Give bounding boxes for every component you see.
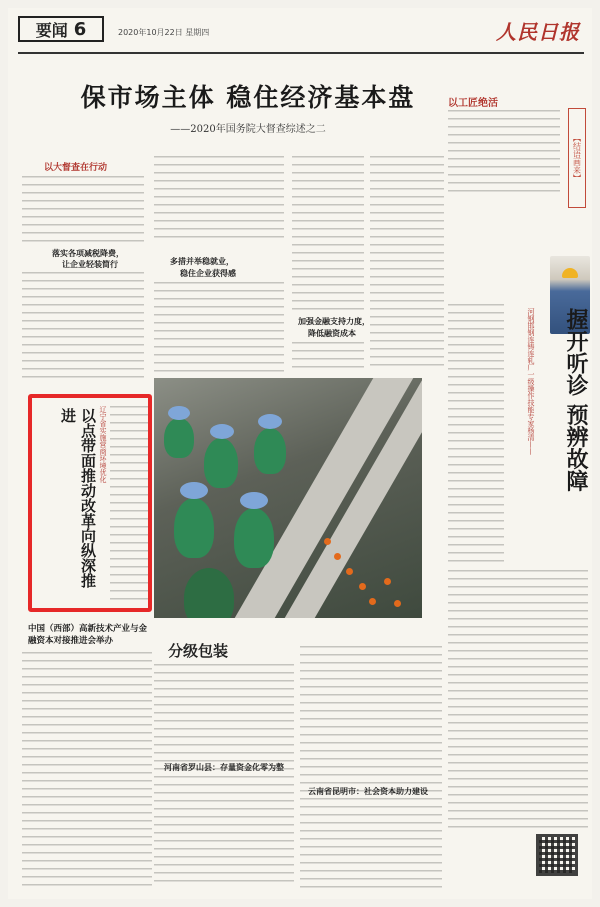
hair-cap xyxy=(258,414,282,429)
article-column-4 xyxy=(370,156,444,372)
worker-figure xyxy=(164,418,194,458)
subsection-heading-1b: 让企业轻装简行 xyxy=(62,260,118,269)
hair-cap xyxy=(240,492,268,509)
lower-column-2 xyxy=(154,664,294,888)
subsection-heading-2b: 稳住企业获得感 xyxy=(180,269,236,278)
section-tag xyxy=(18,16,104,42)
article-column-2a xyxy=(154,156,284,242)
masthead xyxy=(18,10,584,48)
article-column-1a xyxy=(22,176,144,248)
subheadline: ——2020年国务院大督查综述之二 xyxy=(170,124,326,135)
highlight-text xyxy=(110,406,148,602)
fruit xyxy=(346,568,353,575)
fruit xyxy=(369,598,376,605)
lower-subhead-2: 云南省昆明市：社会资本助力建设 xyxy=(308,787,428,796)
section-label: 要闻 xyxy=(35,20,68,40)
lower-subhead-1: 河南省罗山县：存量资金化零为整 xyxy=(164,763,284,772)
feature-byline xyxy=(508,328,518,448)
worker-figure xyxy=(204,438,238,488)
factory-photo xyxy=(154,378,422,618)
highlight-kicker: 辽宁省实施营商环境优化 xyxy=(99,406,107,483)
fruit xyxy=(394,600,401,607)
feature-title: 握开听诊 预辨故障 xyxy=(563,308,588,492)
worker-figure xyxy=(254,428,286,474)
sidebar xyxy=(448,60,590,300)
hair-cap xyxy=(210,424,234,439)
subsection-heading-3: 加强金融支持力度， xyxy=(298,317,370,326)
lower-column-1 xyxy=(22,652,152,888)
sidebar-tag: 以工匠绝活 xyxy=(448,98,498,109)
lower-column-3 xyxy=(300,646,442,888)
sidebar-vertical-label: 【结语画来】 xyxy=(568,108,586,208)
fruit xyxy=(384,578,391,585)
hard-hat-icon xyxy=(562,268,578,278)
hair-cap xyxy=(180,482,208,499)
paper-logo: 人民日报 xyxy=(496,20,580,44)
section-head-red: 以大督查在行动 xyxy=(44,163,108,173)
fruit xyxy=(324,538,331,545)
highlight-title: 以点带面推动改革向纵深推进 xyxy=(59,408,97,588)
main-headline: 保市场主体 稳住经济基本盘 xyxy=(80,83,416,112)
fruit xyxy=(359,583,366,590)
worker-figure xyxy=(234,508,274,568)
lower-headline: 中国（西部）高新技术产业与金融资本对接推进会举办 xyxy=(28,624,148,646)
hair-cap xyxy=(168,406,190,420)
fruit xyxy=(334,553,341,560)
sidebar-text xyxy=(448,110,560,198)
feature-kicker: 河钢邯钢连铸连轧厂一级操作技能专家杨清—— xyxy=(527,308,535,455)
feature-text-b xyxy=(448,570,588,832)
top-rule xyxy=(18,52,584,54)
photo-title: 分级包装 xyxy=(168,642,229,660)
issue-date: 2020年10月22日 星期四 xyxy=(118,28,210,37)
newspaper-page xyxy=(8,8,592,899)
feature-text-a xyxy=(448,304,504,564)
article-column-3b xyxy=(292,342,364,372)
qr-code-icon xyxy=(536,834,578,876)
article-column-2b xyxy=(154,282,284,372)
worker-figure xyxy=(184,568,234,618)
article-column-3a xyxy=(292,156,364,316)
subsection-heading-1: 落实各项减税降费， xyxy=(52,249,124,258)
article-column-1b xyxy=(22,272,144,384)
subsection-heading-2: 多措并举稳就业， xyxy=(170,257,234,266)
subsection-heading-3b: 降低融资成本 xyxy=(308,329,356,338)
worker-figure xyxy=(174,498,214,558)
page-number: 6 xyxy=(73,18,87,40)
